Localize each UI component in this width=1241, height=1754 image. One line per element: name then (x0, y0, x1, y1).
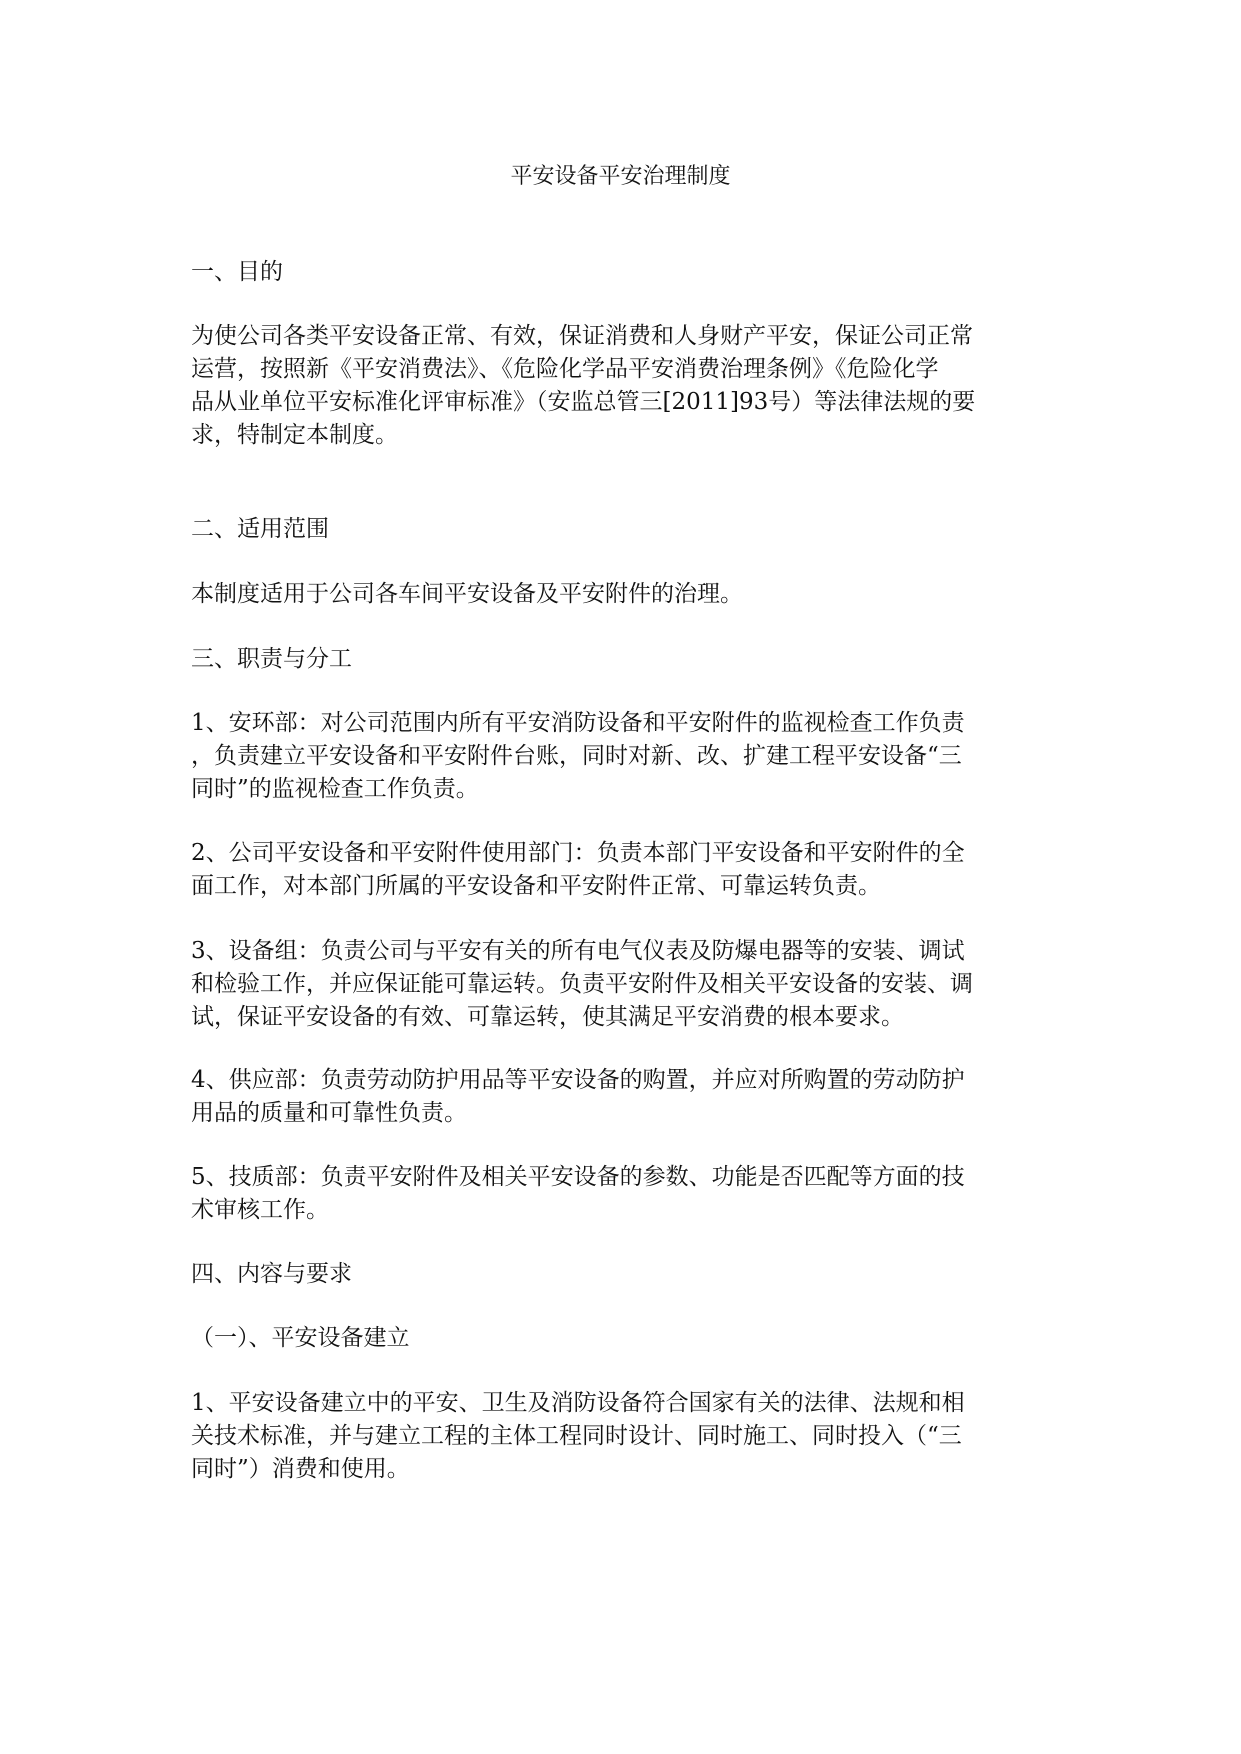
paragraph-construction-1: 1、平安设备建立中的平安、卫生及消防设备符合国家有关的法律、法规和相 关技术标准，并与建立工程的主体工程同时设计、同时施工、同时投入（“三 同时”）消费和使用。 (191, 1390, 965, 1482)
paragraph-scope: 本制度适用于公司各车间平安设备及平安附件的治理。 (191, 581, 743, 607)
document-title: 平安设备平安治理制度 (510, 164, 731, 189)
paragraph-responsibility-2: 2、公司平安设备和平安附件使用部门：负责本部门平安设备和平安附件的全 面工作，对本部门所属的平安设备和平安附件正常、可靠运转负责。 (191, 840, 965, 899)
paragraph-responsibility-3: 3、设备组：负责公司与平安有关的所有电气仪表及防爆电器等的安装、调试 和检验工作，并应保证能可靠运转。负责平安附件及相关平安设备的安装、调 试，保证平安设备的有效、可靠运转，使其满足平安消费的根本要求。 (191, 938, 973, 1030)
paragraph-responsibility-4: 4、供应部：负责劳动防护用品等平安设备的购置，并应对所购置的劳动防护 用品的质量和可靠性负责。 (191, 1067, 965, 1126)
section-heading-content: 四、内容与要求 (191, 1261, 352, 1287)
section-heading-responsibilities: 三、职责与分工 (191, 646, 352, 672)
paragraph-purpose: 为使公司各类平安设备正常、有效，保证消费和人身财产平安，保证公司正常 运营，按照新《平安消费法》、《危险化学品平安消费治理条例》《危险化学 品从业单位平安标准化评审标准》（安监总管三[2011]93号）等法律法规的要 求，特制定本制度。 (191, 323, 976, 448)
subsection-heading-construction: （一）、平安设备建立 (191, 1325, 410, 1351)
section-heading-purpose: 一、目的 (191, 259, 283, 285)
paragraph-responsibility-5: 5、技质部：负责平安附件及相关平安设备的参数、功能是否匹配等方面的技 术审核工作。 (191, 1164, 965, 1223)
section-heading-scope: 二、适用范围 (191, 516, 329, 542)
paragraph-responsibility-1: 1、安环部：对公司范围内所有平安消防设备和平安附件的监视检查工作负责 ，负责建立平安设备和平安附件台账，同时对新、改、扩建工程平安设备“三 同时”的监视检查工作负责。 (191, 710, 965, 802)
